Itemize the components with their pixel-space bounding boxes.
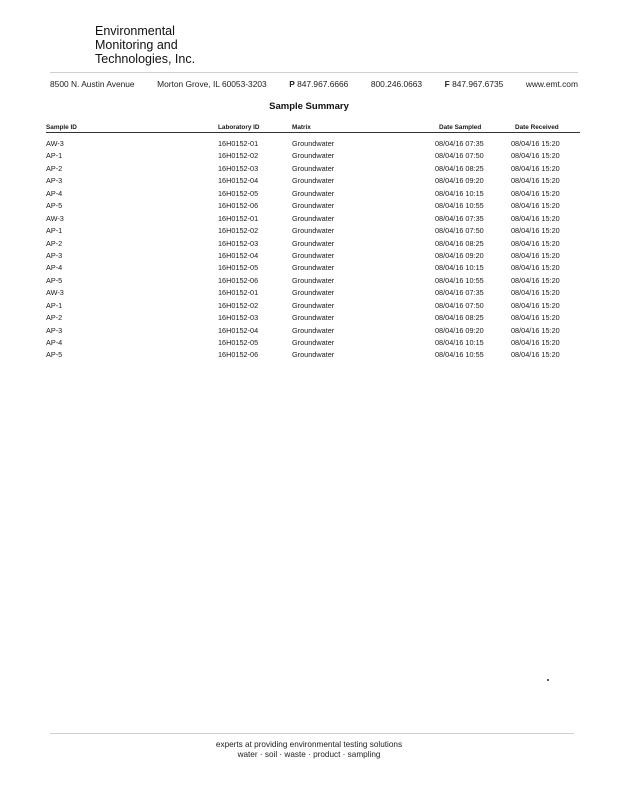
cell-date-sampled: 08/04/16 07:35 [435, 139, 484, 148]
company-name-line-2: Monitoring and [95, 38, 178, 52]
cell-lab-id: 16H0152-03 [218, 313, 259, 323]
cell-date-received: 08/04/16 15:20 [511, 288, 560, 298]
company-name-line-1: Environmental [95, 24, 175, 38]
header-date-sampled: Date Sampled [439, 124, 482, 131]
cell-date-sampled: 08/04/16 08:25 [435, 313, 484, 323]
cell-matrix: Groundwater [292, 201, 335, 211]
cell-matrix: Groundwater [292, 275, 335, 285]
table-row [46, 201, 580, 213]
company-name-line-3: Technologies, Inc. [95, 52, 196, 66]
cell-date-sampled: 08/04/16 10:15 [435, 188, 484, 198]
cell-lab-id: 16H0152-03 [218, 163, 259, 173]
table-row [46, 214, 580, 226]
cell-date-received: 08/04/16 15:20 [511, 201, 560, 211]
table-row [46, 326, 580, 338]
cell-sample-id: AP-1 [46, 300, 63, 310]
footer-divider [50, 733, 574, 734]
table-row [46, 350, 580, 362]
cell-matrix: Groundwater [292, 188, 335, 198]
cell-date-sampled: 08/04/16 08:25 [435, 163, 484, 173]
cell-matrix: Groundwater [292, 300, 335, 310]
cell-lab-id: 16H0152-05 [218, 263, 259, 273]
cell-date-received: 08/04/16 15:20 [511, 163, 560, 173]
cell-date-received: 08/04/16 15:20 [511, 313, 560, 323]
cell-lab-id: 16H0152-04 [218, 176, 259, 186]
cell-sample-id: AP-2 [46, 238, 63, 248]
cell-date-sampled: 08/04/16 09:20 [435, 325, 484, 335]
cell-matrix: Groundwater [292, 350, 335, 360]
cell-sample-id: AP-2 [46, 163, 63, 173]
cell-date-sampled: 08/04/16 07:50 [435, 300, 484, 310]
cell-sample-id: AP-5 [46, 201, 63, 211]
header-lab-id: Laboratory ID [218, 124, 260, 131]
cell-matrix: Groundwater [292, 226, 335, 236]
cell-matrix: Groundwater [292, 139, 335, 148]
cell-matrix: Groundwater [292, 288, 335, 298]
table-header [46, 124, 580, 133]
cell-lab-id: 16H0152-06 [218, 275, 259, 285]
table-row [46, 164, 580, 176]
cell-date-sampled: 08/04/16 09:20 [435, 176, 484, 186]
cell-sample-id: AP-4 [46, 263, 63, 273]
cell-lab-id: 16H0152-01 [218, 213, 259, 223]
website: www.emt.com [525, 79, 578, 89]
cell-date-received: 08/04/16 15:20 [511, 263, 560, 273]
fax-label: F [444, 79, 450, 89]
cell-matrix: Groundwater [292, 313, 335, 323]
phone-group [289, 79, 348, 89]
cell-date-received: 08/04/16 15:20 [511, 226, 560, 236]
header-sample-id: Sample ID [46, 124, 77, 131]
cell-lab-id: 16H0152-04 [218, 325, 259, 335]
cell-date-sampled: 08/04/16 07:35 [435, 288, 484, 298]
cell-date-received: 08/04/16 15:20 [511, 151, 560, 161]
cell-date-sampled: 08/04/16 07:50 [435, 226, 484, 236]
header-divider [50, 72, 578, 73]
phone: 847.967.6666 [297, 79, 349, 89]
address: 8500 N. Austin Avenue [50, 79, 135, 89]
cell-date-received: 08/04/16 15:20 [511, 238, 560, 248]
cell-date-received: 08/04/16 15:20 [511, 350, 560, 360]
cell-sample-id: AP-5 [46, 275, 63, 285]
page-title: Sample Summary [269, 101, 349, 112]
table-row [46, 176, 580, 188]
cell-matrix: Groundwater [292, 338, 335, 347]
table-row [46, 239, 580, 251]
cell-date-sampled: 08/04/16 10:55 [435, 350, 484, 360]
cell-matrix: Groundwater [292, 325, 335, 335]
cell-sample-id: AW-3 [46, 213, 64, 223]
cell-sample-id: AP-4 [46, 188, 63, 198]
cell-lab-id: 16H0152-04 [218, 250, 259, 260]
sample-summary-table [46, 124, 580, 363]
cell-date-received: 08/04/16 15:20 [511, 176, 560, 186]
table-row [46, 338, 580, 350]
stray-mark [547, 679, 549, 681]
fax-group [445, 79, 504, 89]
cell-lab-id: 16H0152-03 [218, 238, 259, 248]
cell-sample-id: AP-3 [46, 250, 63, 260]
cell-date-sampled: 08/04/16 08:25 [435, 238, 484, 248]
contact-line [50, 79, 578, 89]
cell-date-sampled: 08/04/16 09:20 [435, 250, 484, 260]
cell-date-received: 08/04/16 15:20 [511, 325, 560, 335]
cell-date-received: 08/04/16 15:20 [511, 300, 560, 310]
table-row [46, 226, 580, 238]
cell-matrix: Groundwater [292, 176, 335, 186]
cell-matrix: Groundwater [292, 213, 335, 223]
cell-matrix: Groundwater [292, 151, 335, 161]
table-row [46, 263, 580, 275]
table-body [46, 139, 580, 363]
cell-date-received: 08/04/16 15:20 [511, 139, 560, 148]
cell-date-received: 08/04/16 15:20 [511, 188, 560, 198]
cell-lab-id: 16H0152-01 [218, 139, 259, 148]
table-row [46, 313, 580, 325]
cell-lab-id: 16H0152-05 [218, 188, 259, 198]
cell-lab-id: 16H0152-06 [218, 201, 259, 211]
cell-date-sampled: 08/04/16 10:55 [435, 201, 484, 211]
cell-lab-id: 16H0152-02 [218, 300, 259, 310]
footer-services: water · soil · waste · product · sampling [237, 750, 381, 759]
cell-sample-id: AW-3 [46, 288, 64, 298]
cell-sample-id: AP-4 [46, 338, 63, 347]
tollfree: 800.246.0663 [370, 79, 423, 89]
company-name-block [95, 24, 195, 66]
header-date-received: Date Received [515, 124, 559, 131]
city: Morton Grove, IL 60053-3203 [157, 79, 267, 89]
table-row [46, 189, 580, 201]
cell-lab-id: 16H0152-06 [218, 350, 259, 360]
header-matrix: Matrix [292, 124, 311, 131]
footer-tagline: experts at providing environmental testing solutions [215, 740, 403, 749]
table-row [46, 301, 580, 313]
cell-sample-id: AP-2 [46, 313, 63, 323]
cell-sample-id: AP-1 [46, 151, 63, 161]
cell-lab-id: 16H0152-02 [218, 151, 259, 161]
table-row [46, 151, 580, 163]
cell-sample-id: AP-1 [46, 226, 63, 236]
cell-date-received: 08/04/16 15:20 [511, 213, 560, 223]
cell-lab-id: 16H0152-02 [218, 226, 259, 236]
cell-date-sampled: 08/04/16 07:50 [435, 151, 484, 161]
cell-matrix: Groundwater [292, 250, 335, 260]
footer [0, 740, 618, 760]
table-row [46, 251, 580, 263]
cell-sample-id: AP-5 [46, 350, 63, 360]
cell-date-sampled: 08/04/16 10:55 [435, 275, 484, 285]
cell-lab-id: 16H0152-01 [218, 288, 259, 298]
fax: 847.967.6735 [452, 79, 504, 89]
cell-matrix: Groundwater [292, 163, 335, 173]
cell-date-received: 08/04/16 15:20 [511, 338, 560, 347]
cell-lab-id: 16H0152-05 [218, 338, 259, 347]
cell-date-sampled: 08/04/16 07:35 [435, 213, 484, 223]
phone-label: P [289, 79, 295, 89]
cell-date-sampled: 08/04/16 10:15 [435, 263, 484, 273]
cell-date-received: 08/04/16 15:20 [511, 275, 560, 285]
cell-sample-id: AP-3 [46, 176, 63, 186]
cell-date-sampled: 08/04/16 10:15 [435, 338, 484, 347]
table-row [46, 139, 580, 151]
table-row [46, 288, 580, 300]
cell-matrix: Groundwater [292, 263, 335, 273]
cell-sample-id: AP-3 [46, 325, 63, 335]
cell-date-received: 08/04/16 15:20 [511, 250, 560, 260]
cell-matrix: Groundwater [292, 238, 335, 248]
table-row [46, 276, 580, 288]
cell-sample-id: AW-3 [46, 139, 64, 148]
